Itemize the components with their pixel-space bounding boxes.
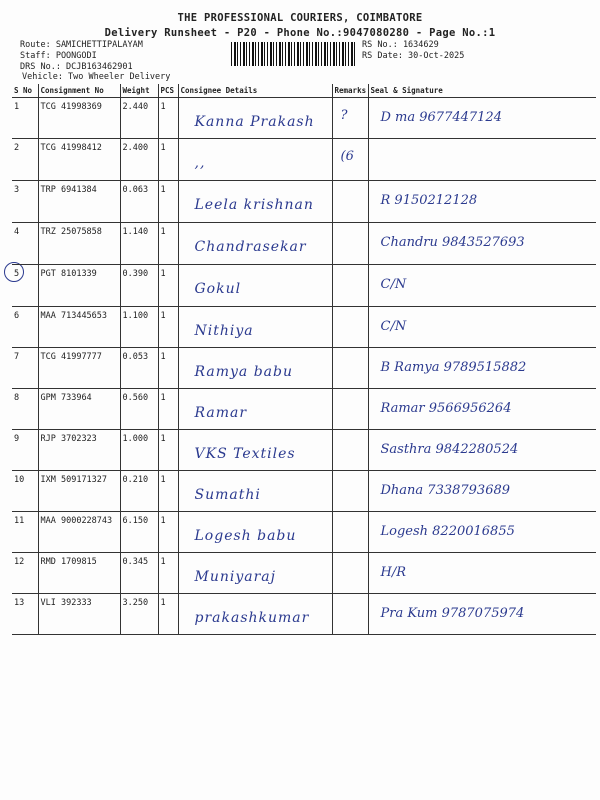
cell-consignment: TCG 41997777 — [38, 348, 120, 389]
cell-remarks — [332, 181, 368, 223]
consignee-handwriting: Nithiya — [194, 323, 254, 339]
signature-handwriting: Logesh 8220016855 — [380, 524, 515, 539]
cell-consignee — [178, 512, 332, 553]
cell-sno: 3 — [12, 181, 38, 223]
cell-consignee — [178, 181, 332, 223]
col-consignment: Consignment No — [38, 84, 120, 98]
table-row — [12, 98, 596, 139]
cell-remarks — [332, 223, 368, 265]
cell-consignee — [178, 265, 332, 307]
table-row — [12, 223, 596, 265]
table-row — [12, 553, 596, 594]
drs-label: DRS No.: DCJB163462901 — [20, 62, 133, 72]
cell-consignee — [178, 348, 332, 389]
table-row — [12, 471, 596, 512]
col-pcs: PCS — [158, 84, 178, 98]
signature-handwriting: Ramar 9566956264 — [380, 401, 512, 416]
cell-remarks — [332, 553, 368, 594]
run-meta-left — [20, 40, 143, 73]
cell-remarks — [332, 139, 368, 181]
cell-weight: 3.250 — [120, 594, 158, 635]
cell-sno: 5 — [12, 265, 38, 307]
company-title: THE PROFESSIONAL COURIERS, COIMBATORE — [177, 12, 423, 24]
table-row — [12, 594, 596, 635]
cell-pcs: 1 — [158, 348, 178, 389]
consignee-handwriting: Muniyaraj — [194, 569, 276, 585]
cell-remarks — [332, 512, 368, 553]
cell-consignment: TCG 41998369 — [38, 98, 120, 139]
cell-sno: 7 — [12, 348, 38, 389]
consignee-handwriting: Logesh babu — [194, 528, 297, 544]
cell-consignee — [178, 471, 332, 512]
cell-remarks — [332, 265, 368, 307]
col-signature: Seal & Signature — [368, 84, 596, 98]
cell-signature — [368, 98, 596, 139]
signature-handwriting: Chandru 9843527693 — [380, 235, 525, 250]
cell-sno: 12 — [12, 553, 38, 594]
cell-sno: 1 — [12, 98, 38, 139]
cell-pcs: 1 — [158, 553, 178, 594]
cell-consignment: PGT 8101339 — [38, 265, 120, 307]
table-header-row — [12, 84, 596, 98]
cell-pcs: 1 — [158, 389, 178, 430]
cell-consignment: RMD 1709815 — [38, 553, 120, 594]
signature-handwriting: C/N — [380, 319, 407, 334]
cell-consignment: RJP 3702323 — [38, 430, 120, 471]
consignee-handwriting: Ramya babu — [194, 364, 293, 380]
table-row — [12, 430, 596, 471]
cell-consignment: TRP 6941384 — [38, 181, 120, 223]
cell-pcs: 1 — [158, 181, 178, 223]
cell-weight: 0.053 — [120, 348, 158, 389]
consignee-handwriting: Kanna Prakash — [194, 114, 315, 130]
cell-consignee — [178, 389, 332, 430]
signature-handwriting: Pra Kum 9787075974 — [380, 606, 525, 621]
cell-sno: 2 — [12, 139, 38, 181]
runsheet-subtitle: Delivery Runsheet - P20 - Phone No.:9047080280 - Page No.:1 — [104, 27, 496, 39]
cell-sno: 6 — [12, 307, 38, 348]
table-row — [12, 265, 596, 307]
staff-label: Staff: POONGODI — [20, 51, 97, 61]
table-row — [12, 348, 596, 389]
consignee-handwriting: prakashkumar — [194, 610, 310, 626]
cell-sno: 13 — [12, 594, 38, 635]
cell-remarks — [332, 98, 368, 139]
run-meta-right — [362, 40, 464, 62]
remark-handwriting: (6 — [340, 149, 354, 164]
cell-signature — [368, 553, 596, 594]
cell-pcs: 1 — [158, 594, 178, 635]
cell-consignment: GPM 733964 — [38, 389, 120, 430]
cell-pcs: 1 — [158, 512, 178, 553]
cell-consignment: TCG 41998412 — [38, 139, 120, 181]
col-consignee: Consignee Details — [178, 84, 332, 98]
cell-remarks — [332, 430, 368, 471]
table-row — [12, 181, 596, 223]
cell-consignment: MAA 713445653 — [38, 307, 120, 348]
cell-pcs: 1 — [158, 430, 178, 471]
cell-consignee — [178, 139, 332, 181]
cell-signature — [368, 389, 596, 430]
cell-signature — [368, 348, 596, 389]
route-label: Route: SAMICHETTIPALAYAM — [20, 40, 143, 50]
consignee-handwriting: Ramar — [194, 405, 248, 421]
signature-handwriting: B Ramya 9789515882 — [380, 360, 527, 375]
cell-consignment: TRZ 25075858 — [38, 223, 120, 265]
cell-consignee — [178, 98, 332, 139]
cell-consignment: MAA 9000228743 — [38, 512, 120, 553]
cell-weight: 0.063 — [120, 181, 158, 223]
cell-pcs: 1 — [158, 471, 178, 512]
runsheet-table — [12, 84, 596, 635]
consignee-handwriting: Chandrasekar — [194, 239, 307, 255]
cell-weight: 2.400 — [120, 139, 158, 181]
cell-pcs: 1 — [158, 265, 178, 307]
signature-handwriting: H/R — [380, 565, 407, 580]
cell-weight: 1.000 — [120, 430, 158, 471]
cell-sno: 11 — [12, 512, 38, 553]
cell-weight: 0.560 — [120, 389, 158, 430]
rs-date-label: RS Date: 30-Oct-2025 — [362, 51, 465, 61]
cell-pcs: 1 — [158, 139, 178, 181]
signature-handwriting: Sasthra 9842280524 — [380, 442, 519, 457]
cell-signature — [368, 265, 596, 307]
table-row — [12, 389, 596, 430]
cell-sno: 9 — [12, 430, 38, 471]
signature-handwriting: Dhana 7338793689 — [380, 483, 511, 498]
table-row — [12, 512, 596, 553]
col-remarks: Remarks — [332, 84, 368, 98]
cell-sno: 4 — [12, 223, 38, 265]
cell-remarks — [332, 307, 368, 348]
cell-consignee — [178, 594, 332, 635]
remark-handwriting: ? — [340, 108, 348, 123]
signature-handwriting: C/N — [380, 277, 407, 292]
consignee-handwriting: ,, — [194, 155, 206, 171]
cell-pcs: 1 — [158, 307, 178, 348]
consignee-handwriting: Leela krishnan — [194, 197, 314, 213]
barcode-image — [231, 42, 355, 66]
consignee-handwriting: Sumathi — [194, 487, 261, 503]
cell-consignee — [178, 223, 332, 265]
col-weight: Weight — [120, 84, 158, 98]
cell-pcs: 1 — [158, 223, 178, 265]
cell-remarks — [332, 348, 368, 389]
cell-weight: 2.440 — [120, 98, 158, 139]
signature-handwriting: R 9150212128 — [380, 193, 478, 208]
table-row — [12, 307, 596, 348]
cell-sno: 10 — [12, 471, 38, 512]
cell-signature — [368, 181, 596, 223]
cell-signature — [368, 307, 596, 348]
vehicle-label: Vehicle: Two Wheeler Delivery — [22, 72, 171, 82]
cell-signature — [368, 430, 596, 471]
cell-weight: 6.150 — [120, 512, 158, 553]
col-sno: S No — [12, 84, 38, 98]
cell-signature — [368, 471, 596, 512]
cell-signature — [368, 594, 596, 635]
rs-no-label: RS No.: 1634629 — [362, 40, 439, 50]
cell-signature — [368, 512, 596, 553]
cell-weight: 0.345 — [120, 553, 158, 594]
cell-weight: 1.100 — [120, 307, 158, 348]
consignee-handwriting: VKS Textiles — [194, 446, 296, 462]
cell-consignee — [178, 553, 332, 594]
cell-consignee — [178, 430, 332, 471]
cell-remarks — [332, 471, 368, 512]
cell-signature — [368, 223, 596, 265]
consignee-handwriting: Gokul — [194, 281, 242, 297]
cell-consignee — [178, 307, 332, 348]
cell-consignment: VLI 392333 — [38, 594, 120, 635]
cell-pcs: 1 — [158, 98, 178, 139]
cell-weight: 0.210 — [120, 471, 158, 512]
table-row — [12, 139, 596, 181]
cell-weight: 1.140 — [120, 223, 158, 265]
cell-sno: 8 — [12, 389, 38, 430]
signature-handwriting: D ma 9677447124 — [380, 110, 502, 125]
cell-remarks — [332, 389, 368, 430]
cell-weight: 0.390 — [120, 265, 158, 307]
cell-consignment: IXM 509171327 — [38, 471, 120, 512]
cell-signature — [368, 139, 596, 181]
cell-remarks — [332, 594, 368, 635]
